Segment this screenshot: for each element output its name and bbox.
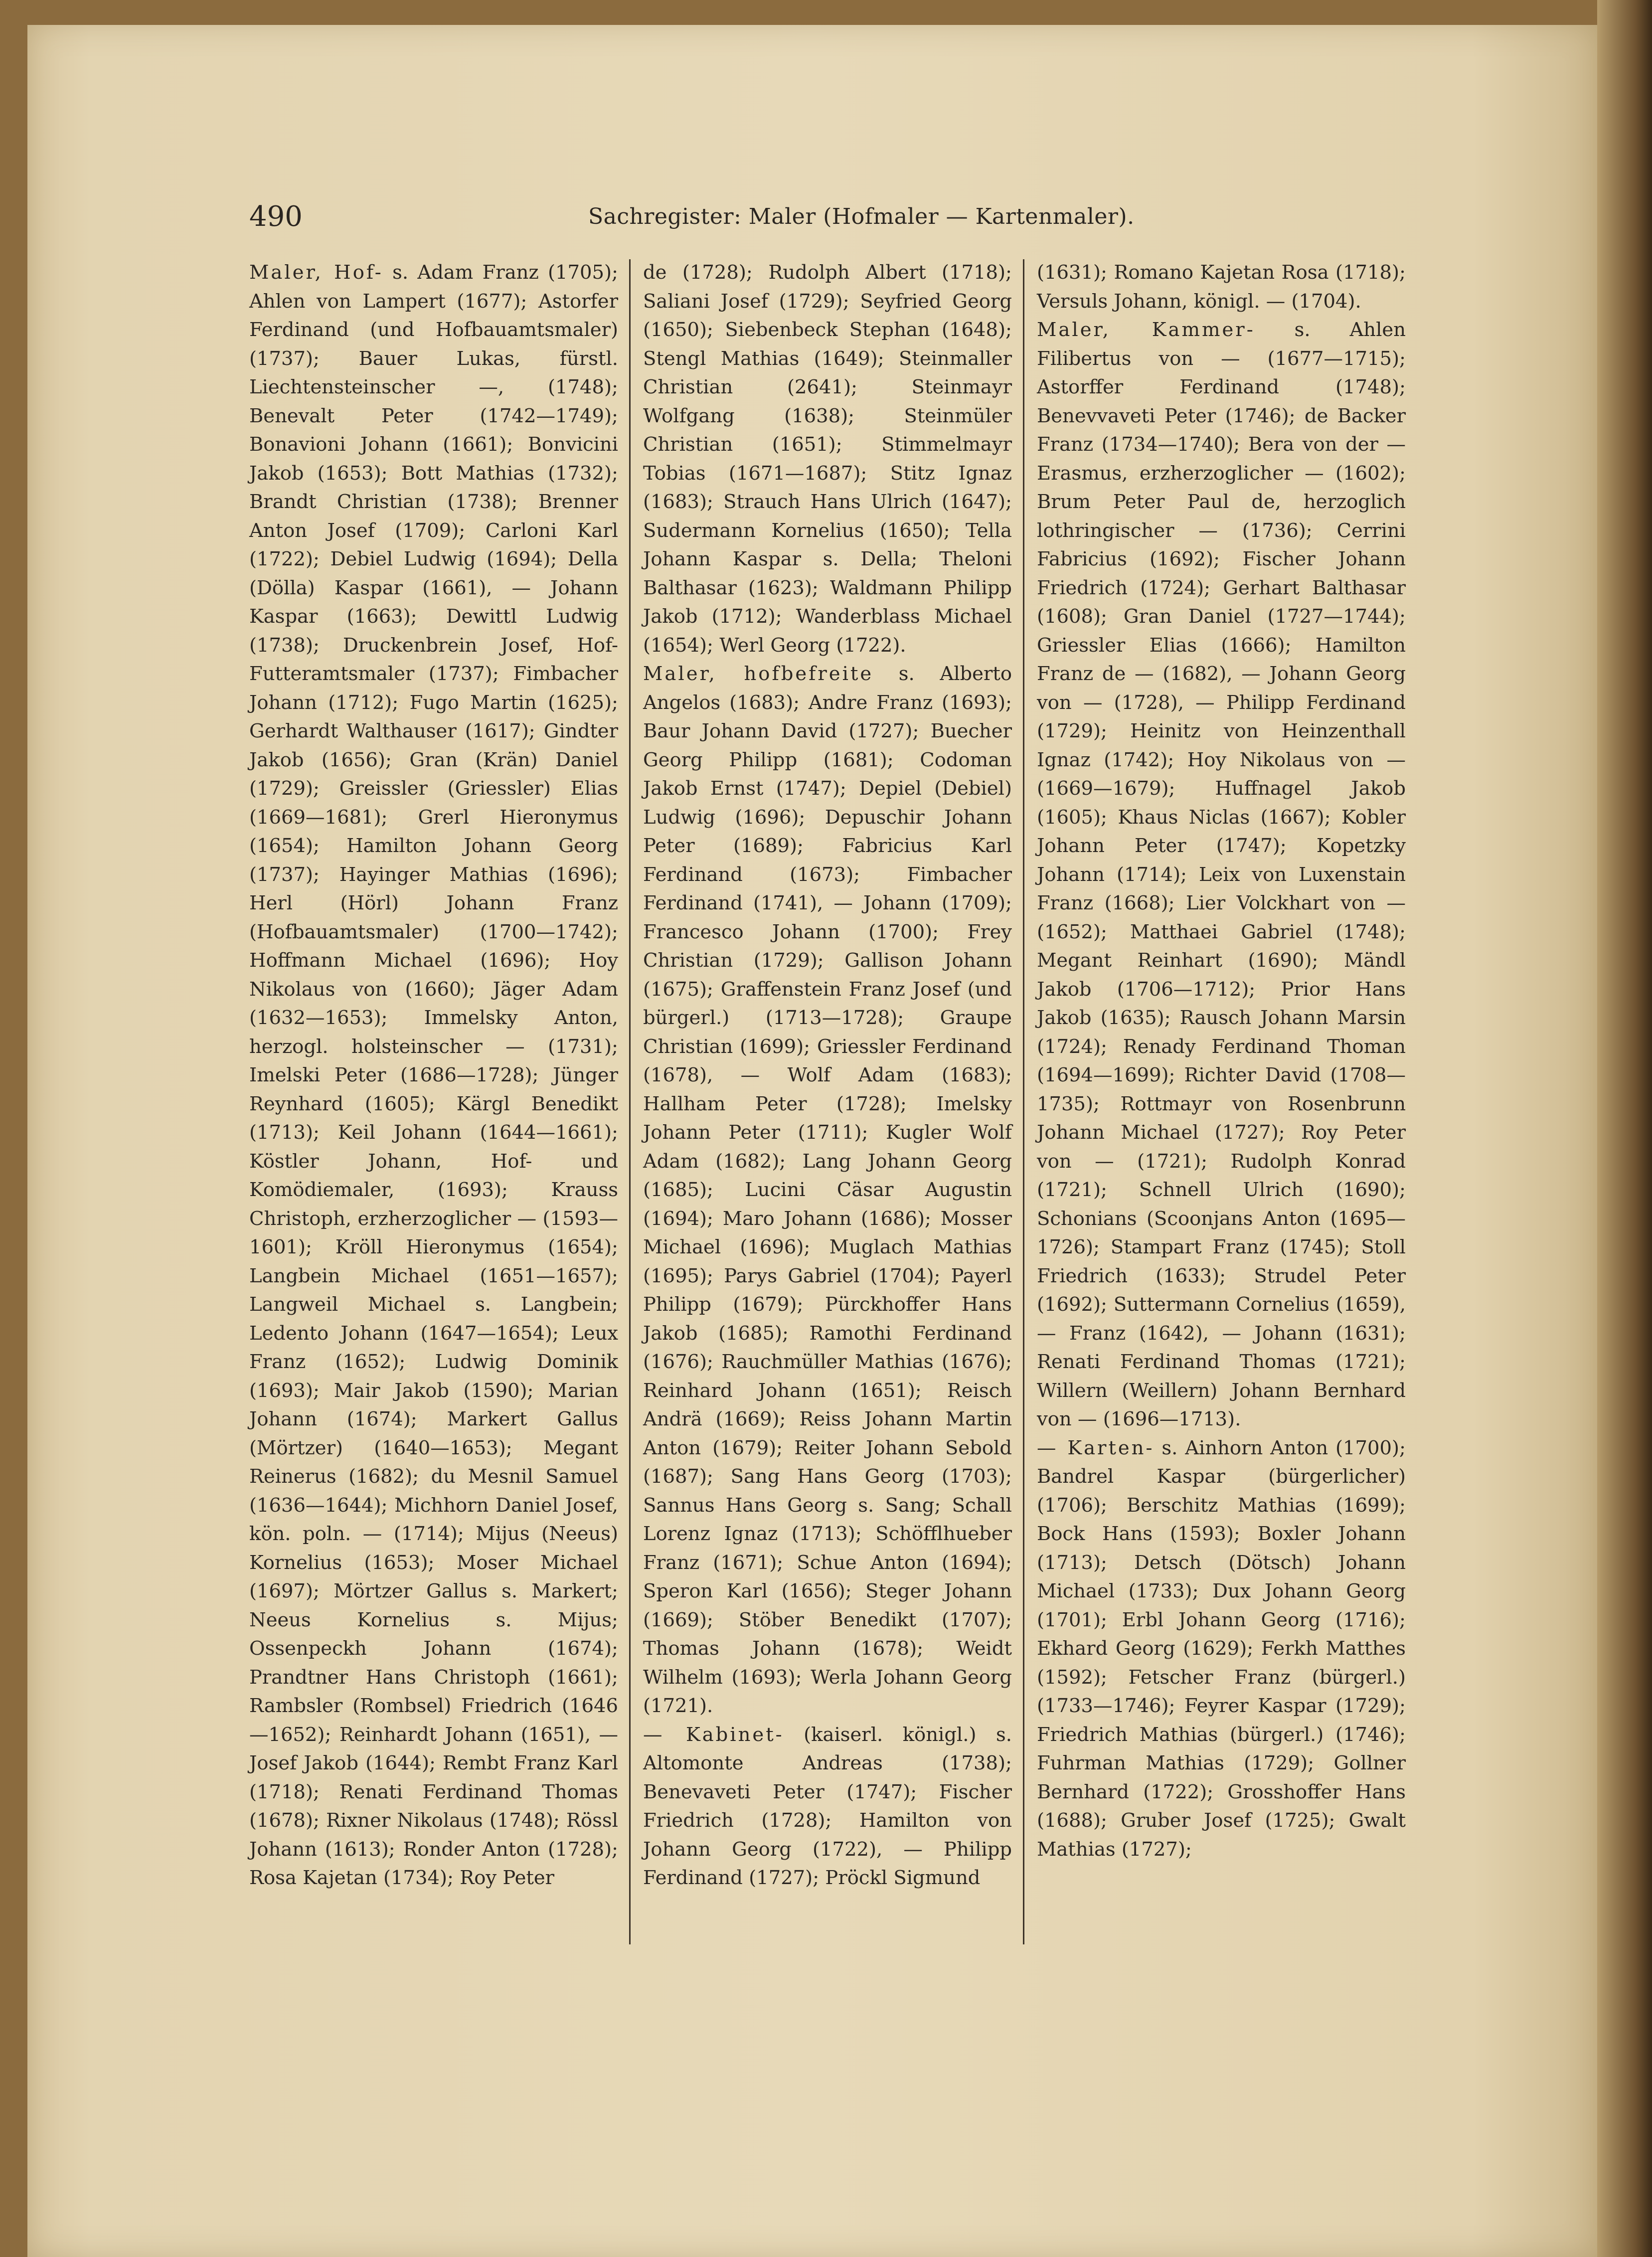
entry-text: (kaiserl. königl.) s. Altomonte Andreas (1738); Benevaveti Peter (1747); Fischer Friedrich (1728); Hamilton von Johann Georg (1722), — Philipp Ferdinand (1727); Pröckl Sigmund [643,1723,1012,1889]
column-rule [1023,259,1024,1944]
entry-text: s. Ahlen Filibertus von — (1677—1715); Astorffer Ferdinand (1748); Benevvaveti Peter (1746); de Backer Franz (1734—1740); Bera von der — Erasmus, erzherzoglicher — (1602); Brum Peter Paul de, herzoglich lothringischer — (1736); Cerrini Fabricius (1692); Fischer Johann Friedrich (1724); Gerhart Balthasar (1608); Gran Daniel (1727—1744); Griessler Elias (1666); Hamilton Franz de — (1682), — Johann Georg von — (1728), — Philipp Ferdinand (1729); Heinitz von Heinzenthall Ignaz (1742); Hoy Nikolaus von — (1669—1679); Huffnagel Jakob (1605); Khaus Niclas (1667); Kobler Johann Peter (1747); Kopetzky Johann (1714); Leix von Luxenstain Franz (1668); Lier Volckhart von — (1652); Matthaei Gabriel (1748); Megant Reinhart (1690); Mändl Jakob (1706—1712); Prior Hans Jakob (1635); Rausch Johann Marsin (1724); Renady Ferdinand Thoman (1694—1699); Richter David (1708—1735); Rottmayr von Rosenbrunn Johann Michael (1727); Roy Peter von — (1721); Rudolph Konrad (1721); Schnell Ulrich (1690); Schonians (Scoonjans Anton (1695—1726); Stampart Franz (1745); Stoll Friedrich (1633); Strudel Peter (1692); Suttermann Cornelius (1659), — Franz (1642), — Johann (1631); Renati Ferdinand Thomas (1721); Willern (Weillern) Johann Bernhard von — (1696—1713). [1037,319,1406,1430]
index-entry [643,258,1012,660]
entry-text: s. Ainhorn Anton (1700); Bandrel Kaspar (bürgerlicher) (1706); Berschitz Mathias (1699); Bock Hans (1593); Boxler Johann (1713); Detsch (Dötsch) Johann Michael (1733); Dux Johann Georg (1701); Erbl Johann Georg (1716); Ekhard Georg (1629); Ferkh Matthes (1592); Fetscher Franz (bürgerl.) (1733—1746); Feyrer Kaspar (1729); Friedrich Mathias (bürgerl.) (1746); Fuhrman Mathias (1729); Gollner Bernhard (1722); Grosshoffer Hans (1688); Gruber Josef (1725); Gwalt Mathias (1727); [1037,1436,1406,1861]
index-column-1 [249,258,618,1948]
book-spine-shadow [1597,0,1652,2257]
index-entry [1037,316,1406,1434]
running-title: Sachregister: Maler (Hofmaler — Kartenmaler). [588,204,1135,229]
entry-heading: Maler, Hof- [249,261,383,284]
index-entry [1037,1434,1406,1864]
entry-heading: Maler, Kammer- [1037,319,1255,341]
page-number: 490 [249,200,303,233]
entry-heading: — Kabinet- [643,1723,784,1746]
index-entry [1037,258,1406,316]
entry-text: s. Alberto Angelos (1683); Andre Franz (1693); Baur Johann David (1727); Buecher Georg Philipp (1681); Codoman Jakob Ernst (1747); Depiel (Debiel) Ludwig (1696); Depuschir Johann Peter (1689); Fabricius Karl Ferdinand (1673); Fimbacher Ferdinand (1741), — Johann (1709); Francesco Johann (1700); Frey Christian (1729); Gallison Johann (1675); Graffenstein Franz Josef (und bürgerl.) (1713—1728); Graupe Christian (1699); Griessler Ferdinand (1678), — Wolf Adam (1683); Hallham Peter (1728); Imelsky Johann Peter (1711); Kugler Wolf Adam (1682); Lang Johann Georg (1685); Lucini Cäsar Augustin (1694); Maro Johann (1686); Mosser Michael (1696); Muglach Mathias (1695); Parys Gabriel (1704); Payerl Philipp (1679); Pürckhoffer Hans Jakob (1685); Ramothi Ferdinand (1676); Rauchmüller Mathias (1676); Reinhard Johann (1651); Reisch Andrä (1669); Reiss Johann Martin Anton (1679); Reiter Johann Sebold (1687); Sang Hans Georg (1703); Sannus Hans Georg s. Sang; Schall Lorenz Ignaz (1713); Schöfflhueber Franz (1671); Schue Anton (1694); Speron Karl (1656); Steger Johann (1669); Stöber Benedikt (1707); Thomas Johann (1678); Weidt Wilhelm (1693); Werla Johann Georg (1721). [643,663,1012,1717]
index-column-3 [1037,258,1406,1948]
index-entry [643,660,1012,1721]
index-column-2 [643,258,1012,1948]
index-entry [249,258,618,1893]
entry-text: de (1728); Rudolph Albert (1718); Saliani Josef (1729); Seyfried Georg (1650); Siebenbeck Stephan (1648); Stengl Mathias (1649); Steinmaller Christian (2641); Steinmayr Wolfgang (1638); Steinmüler Christian (1651); Stimmelmayr Tobias (1671—1687); Stitz Ignaz (1683); Strauch Hans Ulrich (1647); Sudermann Kornelius (1650); Tella Johann Kaspar s. Della; Theloni Balthasar (1623); Waldmann Philipp Jakob (1712); Wanderblass Michael (1654); Werl Georg (1722). [643,261,1012,657]
entry-heading: Maler, hofbefreite [643,663,874,685]
entry-heading: — Karten- [1037,1436,1155,1459]
page-header [249,199,1426,234]
index-entry [643,1721,1012,1893]
entry-text: (1631); Romano Kajetan Rosa (1718); Versuls Johann, königl. — (1704). [1037,261,1406,313]
entry-text: s. Adam Franz (1705); Ahlen von Lampert (1677); Astorfer Ferdinand (und Hofbauamtsmaler) (1737); Bauer Lukas, fürstl. Liechtensteinscher —, (1748); Benevalt Peter (1742—1749); Bonavioni Johann (1661); Bonvicini Jakob (1653); Bott Mathias (1732); Brandt Christian (1738); Brenner Anton Josef (1709); Carloni Karl (1722); Debiel Ludwig (1694); Della (Dölla) Kaspar (1661), — Johann Kaspar (1663); Dewittl Ludwig (1738); Druckenbrein Josef, Hof-Futteramtsmaler (1737); Fimbacher Johann (1712); Fugo Martin (1625); Gerhardt Walthauser (1617); Gindter Jakob (1656); Gran (Krän) Daniel (1729); Greissler (Griessler) Elias (1669—1681); Grerl Hieronymus (1654); Hamilton Johann Georg (1737); Hayinger Mathias (1696); Herl (Hörl) Johann Franz (Hofbauamtsmaler) (1700—1742); Hoffmann Michael (1696); Hoy Nikolaus von (1660); Jäger Adam (1632—1653); Immelsky Anton, herzogl. holsteinscher — (1731); Imelski Peter (1686—1728); Jünger Reynhard (1605); Kärgl Benedikt (1713); Keil Johann (1644—1661); Köstler Johann, Hof- und Komödiemaler, (1693); Krauss Christoph, erzherzoglicher — (1593—1601); Kröll Hieronymus (1654); Langbein Michael (1651—1657); Langweil Michael s. Langbein; Ledento Johann (1647—1654); Leux Franz (1652); Ludwig Dominik (1693); Mair Jakob (1590); Marian Johann (1674); Markert Gallus (Mörtzer) (1640—1653); Megant Reinerus (1682); du Mesnil Samuel (1636—1644); Michhorn Daniel Josef, kön. poln. — (1714); Mijus (Neeus) Kornelius (1653); Moser Michael (1697); Mörtzer Gallus s. Markert; Neeus Kornelius s. Mijus; Ossenpeckh Johann (1674); Prandtner Hans Christoph (1661); Rambsler (Rombsel) Friedrich (1646—1652); Reinhardt Johann (1651), — Josef Jakob (1644); Rembt Franz Karl (1718); Renati Ferdinand Thomas (1678); Rixner Nikolaus (1748); Rössl Johann (1613); Ronder Anton (1728); Rosa Kajetan (1734); Roy Peter [249,261,618,1889]
column-rule [629,259,631,1944]
